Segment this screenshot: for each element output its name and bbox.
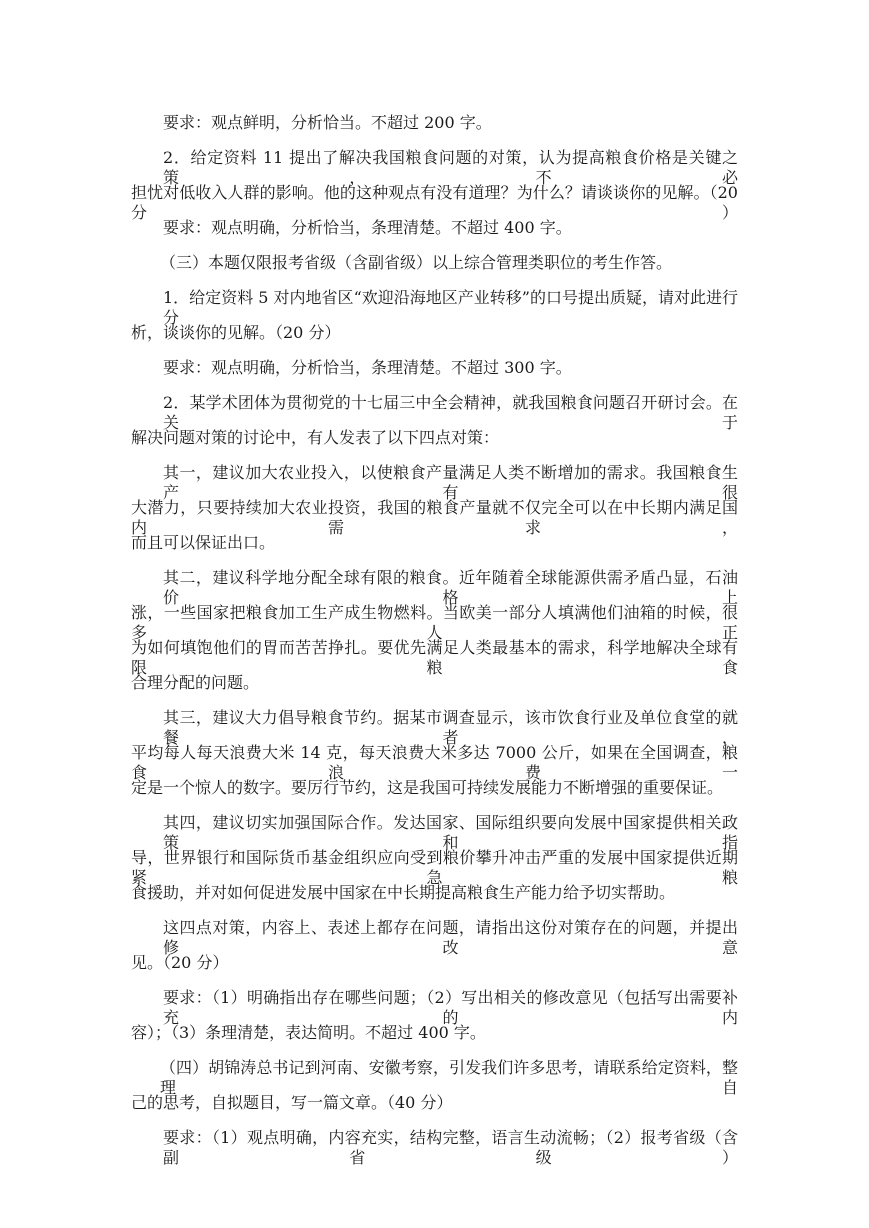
text-line: 大潜力，只要持续加大农业投资，我国的粮食产量就不仅完全可以在中长期内满足国内需求， xyxy=(131,498,738,537)
text-line: 而且可以保证出口。 xyxy=(131,533,276,552)
text-line: 其一，建议加大农业投入，以使粮食产量满足人类不断增加的需求。我国粮食生产有很 xyxy=(163,463,738,502)
text-line: 解决问题对策的讨论中，有人发表了以下四点对策： xyxy=(131,428,500,447)
text-line: 其三，建议大力倡导粮食节约。据某市调查显示，该市饮食行业及单位食堂的就餐者， xyxy=(163,708,738,747)
text-line: 析，谈谈你的见解。（20 分） xyxy=(131,323,341,342)
text-line: 己的思考，自拟题目，写一篇文章。（40 分） xyxy=(131,1093,453,1112)
text-line: 容）；（3）条理清楚，表达简明。不超过 400 字。 xyxy=(131,1023,486,1042)
text-line: 其四，建议切实加强国际合作。发达国家、国际组织要向发展中国家提供相关政策和指 xyxy=(163,813,738,852)
text-line: 这四点对策，内容上、表述上都存在问题，请指出这份对策存在的问题，并提出修改意 xyxy=(163,918,738,957)
text-line: 食援助，并对如何促进发展中国家在中长期提高粮食生产能力给予切实帮助。 xyxy=(131,883,676,902)
text-line: 要求：（1）观点明确，内容充实，结构完整，语言生动流畅；（2）报考省级（含副省级） xyxy=(163,1128,738,1167)
text-line: 导，世界银行和国际货币基金组织应向受到粮价攀升冲击严重的发展中国家提供近期紧急粮 xyxy=(131,848,738,887)
section-heading: （四）胡锦涛总书记到河南、安徽考察，引发我们许多思考，请联系给定资料，整理自 xyxy=(160,1058,738,1097)
text-line: 定是一个惊人的数字。要厉行节约，这是我国可持续发展能力不断增强的重要保证。 xyxy=(131,778,724,797)
text-line: 平均每人每天浪费大米 14 克，每天浪费大米多达 7000 公斤，如果在全国调查，粮食浪费一 xyxy=(131,743,738,782)
text-line: 要求：观点鲜明，分析恰当。不超过 200 字。 xyxy=(163,113,492,132)
text-line: 2．某学术团体为贯彻党的十七届三中全会精神，就我国粮食问题召开研讨会。在关于 xyxy=(163,393,738,432)
text-line: 合理分配的问题。 xyxy=(131,673,260,692)
text-line: 涨，一些国家把粮食加工生产成生物燃料。当欧美一部分人填满他们油箱的时候，很多人正 xyxy=(131,603,738,642)
text-line: 担忧对低收入人群的影响。他的这种观点有没有道理？为什么？请谈谈你的见解。（20 分） xyxy=(131,183,738,222)
text-line: 要求：观点明确，分析恰当，条理清楚。不超过 400 字。 xyxy=(163,218,572,237)
text-line: 其二，建议科学地分配全球有限的粮食。近年随着全球能源供需矛盾凸显，石油价格上 xyxy=(163,568,738,607)
text-line: 要求：（1）明确指出存在哪些问题；（2）写出相关的修改意见（包括写出需要补充的内 xyxy=(163,988,738,1027)
text-line: 1．给定资料 5 对内地省区“欢迎沿海地区产业转移”的口号提出质疑，请对此进行分 xyxy=(163,288,738,327)
text-line: 为如何填饱他们的胃而苦苦挣扎。要优先满足人类最基本的需求，科学地解决全球有限粮食 xyxy=(131,638,738,677)
text-line: 见。（20 分） xyxy=(131,953,229,972)
text-line: 2．给定资料 11 提出了解决我国粮食问题的对策，认为提高粮食价格是关键之策，不必 xyxy=(163,148,738,187)
text-line: 要求：观点明确，分析恰当，条理清楚。不超过 300 字。 xyxy=(163,358,572,377)
section-heading: （三）本题仅限报考省级（含副省级）以上综合管理类职位的考生作答。 xyxy=(160,253,673,272)
